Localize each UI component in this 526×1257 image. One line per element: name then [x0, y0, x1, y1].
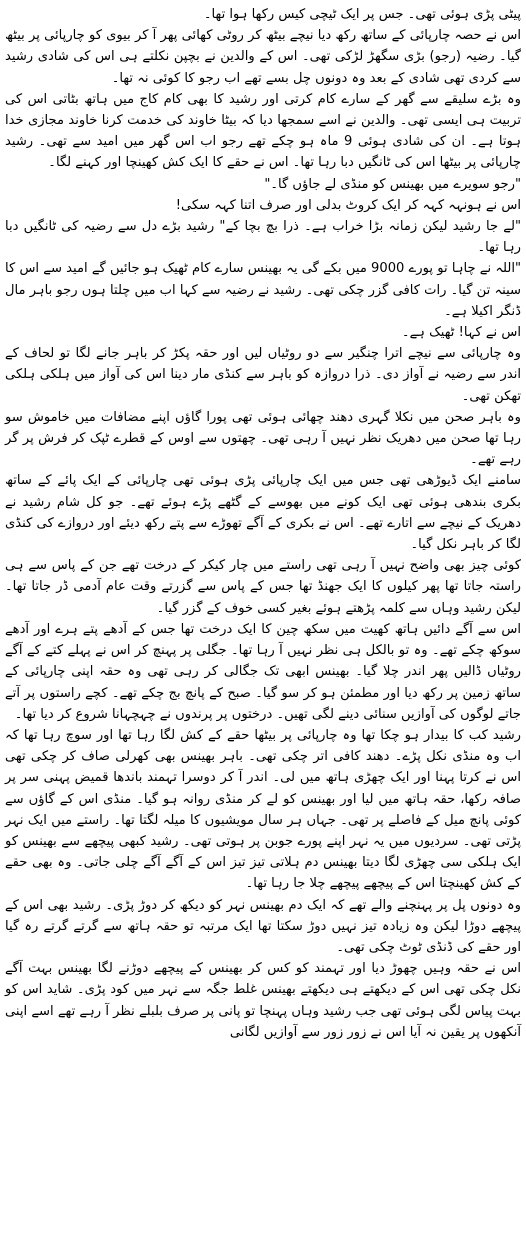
- paragraph: "رجو سویرے میں بھینس کو منڈی لے جاؤں گا۔": [264, 176, 521, 192]
- paragraph: اس نے ہونہہ کہہ کر ایک کروٹ بدلی اور صرف اتنا کہہ سکی!: [175, 197, 521, 213]
- paragraph: پیٹی پڑی ہوئی تھی۔ جس پر ایک ٹیچی کیس رکھا ہوا تھا۔: [203, 7, 521, 22]
- paragraph: وہ چارپائی سے نیچے اترا چنگیر سے دو روٹیاں لیں اور حقہ پکڑ کر باہر جانے لگا تو لحاف کے اندر سے رضیہ نے آواز دی۔ ذرا دروازہ کو باہر سے کنڈی مار دینا اس کی آواز میں ہلکی ہلکی تھکن تھی۔: [5, 346, 521, 404]
- paragraph: کوئی چیز بھی واضح نہیں آ رہی تھی راستے میں چار کیکر کے درخت تھے جن کے پاس سے ہی راستہ جاتا تھا پھر کیلوں کا ایک جھنڈ تھا جس کے پاس سے گزرتے وقت عام آدمی ڈر جاتا تھا۔ لیکن رشید وہاں سے کلمہ پڑھتے ہوئے بغیر کسی خوف کے گزر گیا۔: [5, 558, 521, 616]
- paragraph: اس سے آگے دائیں ہاتھ کھیت میں سکھ چین کا ایک درخت تھا جس کے آدھے پتے ہرے اور آدھے سوکھ چکے تھے۔ وہ تو بالکل ہی نظر نہیں آ رہا تھا۔ جگلی پر پہنچ کر اس نے پہلے کتے کے آگے روٹیاں ڈالیں پھر اندر چلا گیا۔ بھینس ابھی تک جگالی کر رہی تھی وہ حقہ اپنی چارپائی کے ساتھ زمین پر رکھ دیا اور مطمئن ہو کر سو گیا۔ صبح کے پانچ بج چکے تھے۔ کچے راستوں پر آتے جاتے لوگوں کی آوازیں سنائی دینے لگی تھیں۔ درختوں پر پرندوں نے چہچہانا شروع کر دیا تھا۔: [5, 621, 521, 722]
- paragraph: وہ بڑے سلیقے سے گھر کے سارے کام کرتی اور رشید کا بھی کام کاج میں ہاتھ بٹاتی اس کی تربیت ہی ایسی تھی۔ والدین نے اسے سمجھا دیا کہ بیٹا خاوند کی خدمت کرنا خاوند مجازی خدا ہوتا ہے۔ ان کی شادی ہوئی 9 ماہ ہو چکے تھے رجو اب اس گھر میں امید سے تھی۔ رشید چارپائی پر بیٹھا اس کی ٹانگیں دبا رہا تھا۔ اس نے حقے کا ایک کش کھینچا اور کہنے لگا۔: [5, 91, 521, 171]
- paragraph: "اللہ نے چاہا تو پورے 9000 میں بکے گی یہ بھینس سارے کام ٹھیک ہو جائیں گے امید سے اس کا سینہ تن گیا۔ رات کافی گزر چکی تھی۔ رشید نے رضیہ سے کہا اب میں چلتا ہوں رجو باہر مال ڈنگر اکیلا ہے۔: [5, 261, 521, 319]
- paragraph: وہ باہر صحن میں نکلا گہری دھند چھائی ہوئی تھی پورا گاؤں اپنے مضافات میں خاموش سو رہا تھا صحن میں دھریک نظر نہیں آ رہی تھی۔ چھتوں سے اوس کے قطرے ٹپک کر فرش پر گر رہے تھے۔: [5, 409, 521, 468]
- paragraph: اس نے حصہ چارپائی کے ساتھ رکھ دیا نیچے بیٹھ کر روٹی کھائی پھر آ کر بیوی کو چارپائی پر بیٹھ گیا۔ رضیہ (رجو) بڑی سگھڑ لڑکی تھی۔ اس کے والدین نے بچپن نکلتے ہی اس کی شادی رشید سے کردی تھی شادی کے بعد وہ دونوں چل بسے تھے اب رجو کا کوئی نہ تھا۔: [5, 28, 521, 86]
- paragraph: اس نے حقہ وہیں چھوڑ دیا اور تہمند کو کس کر بھینس کے پیچھے دوڑنے لگا بھینس بہت آگے نکل چکی تھی اس کے دیکھتے ہی دیکھتے بھینس غلط جگہ سے نہر میں کود پڑی۔ شاید اس کو بہت پیاس لگی ہوئی تھی جب رشید وہاں پہنچا تو پانی پر صرف بلبلے نظر آ رہے تھے اسے اپنی آنکھوں پر یقین نہ آیا اس نے زور زور سے آوازیں لگانی: [5, 961, 521, 1040]
- paragraph: اس نے کہا! ٹھیک ہے۔: [401, 325, 521, 341]
- paragraph: وہ دونوں پل پر پہنچنے والے تھے کہ ایک دم بھینس نہر کو دیکھ کر دوڑ پڑی۔ رشید بھی اس کے پیچھے دوڑا لیکن وہ زیادہ تیز نہیں دوڑ سکتا تھا ایک مرتبہ تو حقہ ہاتھ سے گرتے گرتے رہ گیا اور حقے کی ڈنڈی ٹوٹ چکی تھی۔: [5, 897, 521, 955]
- paragraph: سامنے ایک ڈیوڑھی تھی جس میں ایک چارپائی پڑی ہوئی تھی چارپائی کے ایک پائے کے ساتھ بکری بندھی ہوئی تھی ایک کونے میں بھوسے کے گٹھے پڑے ہوئے تھے۔ جو کل شام رشید نے دھریک کے نیچے سے اتارے تھے۔ اس نے بکری کے آگے تھوڑے سے پتے رکھ دیئے اور دروازے کی کنڈی لگا کر باہر نکل گیا۔: [5, 473, 521, 553]
- paragraph: رشید کب کا بیدار ہو چکا تھا وہ چارپائی پر بیٹھا حقے کے کش لگا رہا تھا اور سوچ رہا تھا کہ اب وہ منڈی نکل پڑے۔ دھند کافی اتر چکی تھی۔ باہر بھینس بھی کھرلی صاف کر چکی تھی اس نے کرتا پہنا اور ایک چھڑی ہاتھ میں لی۔ اندر آ کر دوسرا تہمند باندھا قمیض پہنی سر پر صافہ رکھا، حقہ ہاتھ میں لیا اور بھینس کو لے کر منڈی روانہ ہو گیا۔ منڈی اس کے گاؤں سے کوئی پانچ میل کے فاصلے پر تھی۔ جہاں ہر سال مویشیوں کا میلہ لگتا تھا۔ راستے میں ایک نہر پڑتی تھی۔ سردیوں میں یہ نہر اپنے پورے جوبن پر ہوتی تھی۔ رشید کبھی پیچھے سے بھینس کو ایک ہلکی سی چھڑی لگا دیتا بھینس دم ہلاتی تیز تیز اس کے آگے آگے چلی جاتی۔ وہ بھی حقے کے کش کھینچتا اس کے پیچھے پیچھے چلا جا رہا تھا۔: [5, 727, 521, 892]
- paragraph: "لے جا رشید لیکن زمانہ بڑا خراب ہے۔ ذرا بچ بچا کے" رشید بڑے دل سے رضیہ کی ٹانگیں دبا رہا تھا۔: [5, 219, 521, 256]
